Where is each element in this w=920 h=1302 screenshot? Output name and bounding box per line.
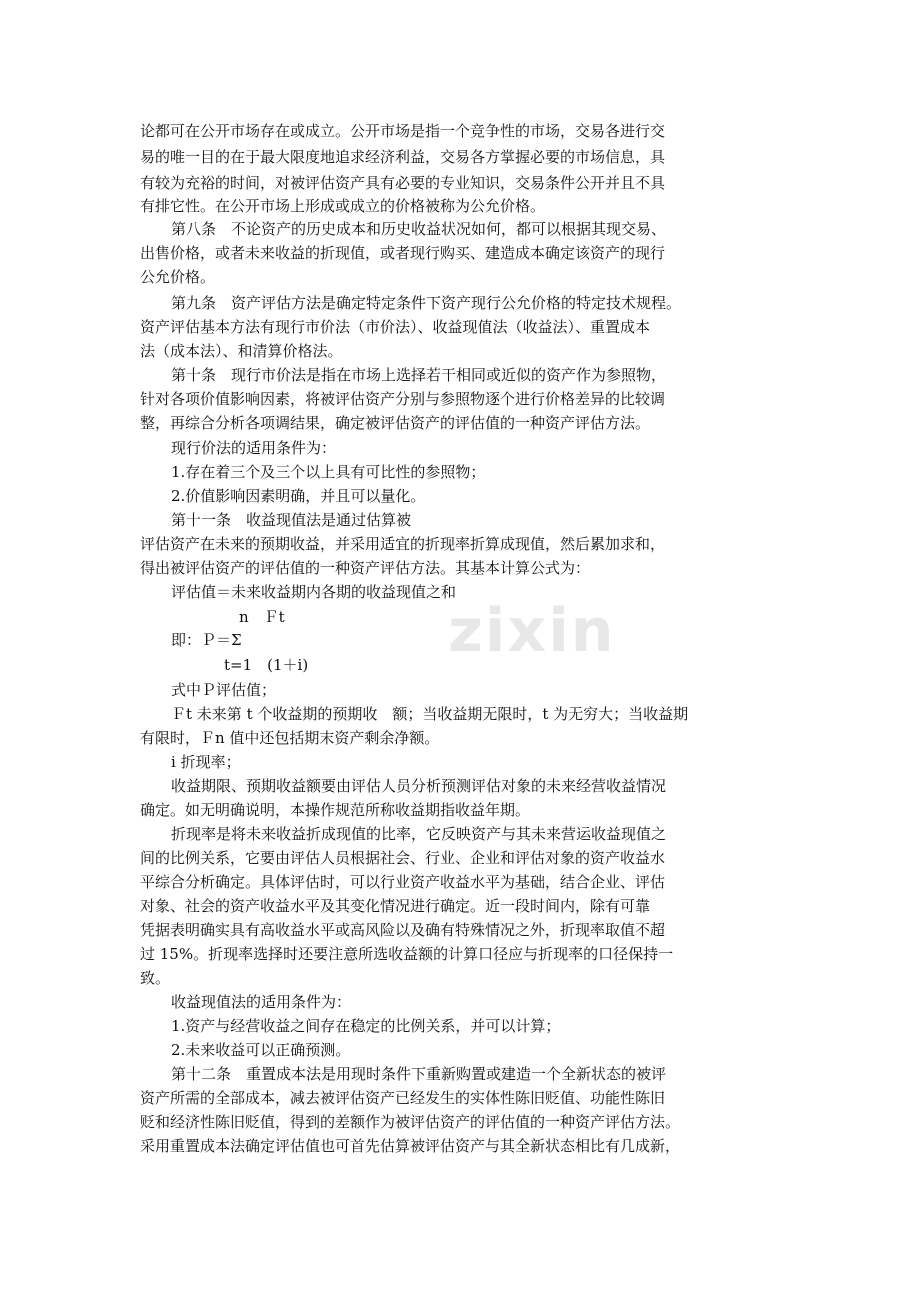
text-line: 第十一条 收益现值法是通过估算被 (171, 511, 412, 529)
text-line: 第十条 现行市价法是指在市场上选择若干相同或近似的资产作为参照物， (171, 366, 667, 384)
formula-upper: n Ｆt (239, 608, 285, 626)
text-line: 出售价格，或者未来收益的折现值，或者现行购买、建造成本确定该资产的现行 (140, 244, 666, 262)
text-line: 现行价法的适用条件为： (171, 439, 337, 457)
text-line: 1.资产与经营收益之间存在稳定的比例关系，并可以计算； (171, 1017, 561, 1035)
text-line: 法（成本法）、和清算价格法。 (140, 342, 343, 360)
text-line: 整，再综合分析各项调结果，确定被评估资产的评估值的一种资产评估方法。 (140, 414, 651, 432)
text-line: 有限时，Ｆn 值中还包括期末资产剩余净额。 (140, 729, 440, 747)
text-line: 资产评估基本方法有现行市价法（市价法）、收益现值法（收益法）、重置成本 (140, 318, 651, 336)
text-line: 凭据表明确实具有高收益水平或高风险以及确有特殊情况之外，折现率取值不超 (140, 921, 666, 939)
text-line: 过 15%。折现率选择时还要注意所选收益额的计算口径应与折现率的口径保持一 (140, 945, 674, 963)
text-line: 致。 (140, 969, 171, 987)
text-line: 贬和经济性陈旧贬值，得到的差额作为被评估资产的评估值的一种资产评估方法。 (140, 1113, 681, 1131)
text-line: 间的比例关系，它要由评估人员根据社会、行业、企业和评估对象的资产收益水 (140, 849, 666, 867)
formula-main: 即：Ｐ＝Σ (171, 631, 242, 649)
text-line: 评估值＝未来收益期内各期的收益现值之和 (171, 583, 457, 601)
text-line: Ｆt 未来第 t 个收益期的预期收 额；当收益期无限时，t 为无穷大；当收益期 (171, 705, 689, 723)
text-line: 采用重置成本法确定评估值也可首先估算被评估资产与其全新状态相比有几成新， (140, 1137, 681, 1155)
text-line: 折现率是将未来收益折成现值的比率，它反映资产与其未来营运收益现值之 (171, 825, 667, 843)
text-line: 资产所需的全部成本，减去被评估资产已经发生的实体性陈旧贬值、功能性陈旧 (140, 1089, 666, 1107)
text-line: 对象、社会的资产收益水平及其变化情况进行确定。近一段时间内，除有可靠 (140, 897, 651, 915)
text-line: 确定。如无明确说明，本操作规范所称收益期指收益年期。 (140, 801, 531, 819)
text-line: 公允价格。 (140, 268, 216, 286)
text-line: 评估资产在未来的预期收益，并采用适宜的折现率折算成现值，然后累加求和， (140, 535, 666, 553)
text-line: 1.存在着三个及三个以上具有可比性的参照物； (171, 463, 486, 481)
text-line: 式中Ｐ评估值； (171, 681, 277, 699)
text-line: 第八条 不论资产的历史成本和历史收益状况如何，都可以根据其现交易、 (171, 220, 667, 238)
text-line: 易的唯一目的在于最大限度地追求经济利益，交易各方掌握必要的市场信息，具 (140, 148, 666, 166)
text-line: i 折现率； (171, 753, 241, 771)
text-line: 有较为充裕的时间，对被评估资产具有必要的专业知识，交易条件公开并且不具 (140, 174, 666, 192)
watermark: zixin (448, 596, 616, 666)
text-line: 第九条 资产评估方法是确定特定条件下资产现行公允价格的特定技术规程。 (171, 294, 682, 312)
formula-lower: t=1 (1＋i) (224, 656, 309, 674)
text-line: 2.价值影响因素明确，并且可以量化。 (171, 487, 426, 505)
text-line: 平综合分析确定。具体评估时，可以行业资产收益水平为基础，结合企业、评估 (140, 873, 666, 891)
text-line: 有排它性。在公开市场上形成或成立的价格被称为公允价格。 (140, 197, 546, 215)
text-line: 论都可在公开市场存在或成立。公开市场是指一个竞争性的市场，交易各进行交 (140, 122, 666, 140)
text-line: 2.未来收益可以正确预测。 (171, 1041, 351, 1059)
text-line: 针对各项价值影响因素，将被评估资产分别与参照物逐个进行价格差异的比较调 (140, 390, 666, 408)
text-line: 得出被评估资产的评估值的一种资产评估方法。其基本计算公式为： (140, 559, 591, 577)
text-line: 收益期限、预期收益额要由评估人员分析预测评估对象的未来经营收益情况 (171, 777, 667, 795)
text-line: 收益现值法的适用条件为： (171, 993, 352, 1011)
text-line: 第十二条 重置成本法是用现时条件下重新购置或建造一个全新状态的被评 (171, 1065, 667, 1083)
